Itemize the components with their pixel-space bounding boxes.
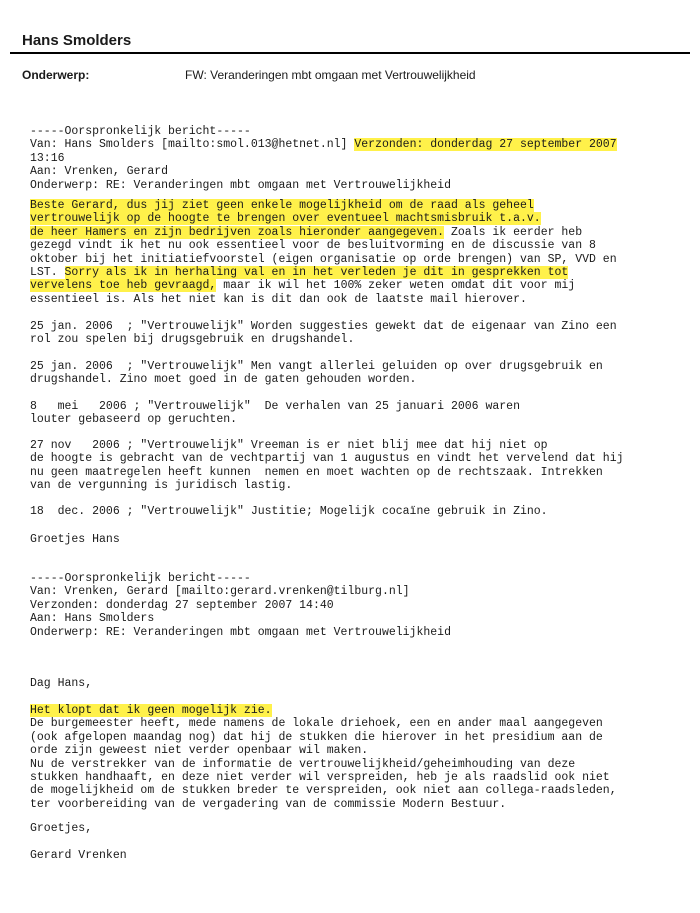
entry-line: 25 jan. 2006 ; "Vertrouwelijk" Men vangt allerlei geluiden op over drugsgebruik en — [30, 360, 603, 373]
entry-line: 27 nov 2006 ; "Vertrouwelijk" Vreeman is er niet blij mee dat hij niet op — [30, 439, 548, 452]
subject-line: Onderwerp: RE: Veranderingen mbt omgaan met Vertrouwelijkheid — [30, 178, 451, 192]
body-text: essentieel is. Als het niet kan is dit dan ook de laatste mail hierover. — [30, 292, 527, 306]
sent-time: 13:16 — [30, 151, 65, 165]
entry-line: louter gebaseerd op geruchten. — [30, 413, 238, 427]
body-text: de mogelijkheid om de stukken breder te verspreiden, ook niet aan collega-raadsleden, — [30, 784, 617, 798]
body-text: orde zijn geweest niet verder openbaar wil maken. — [30, 744, 369, 758]
highlight-text: Sorry als ik in herhaling val en in het verleden je dit in gesprekken tot — [64, 266, 569, 280]
entry-line: nu geen maatregelen heeft kunnen nemen en moet wachten op de rechtszaak. Intrekken — [30, 465, 603, 479]
body-text: maar ik wil het 100% zeker weten omdat dit voor mij — [216, 279, 576, 293]
highlight-text: vertrouwelijk op de hoogte te brengen over eventueel machtsmisbruik t.a.v. — [30, 212, 541, 226]
entry-2006-01-25-a — [30, 320, 617, 347]
entry-2006-11-27 — [30, 439, 624, 493]
msg2-signature: Gerard Vrenken — [30, 849, 127, 862]
msg2-headers — [30, 572, 451, 639]
msg2-body — [30, 704, 617, 811]
entry-line: van de vergunning is juridisch lastig. — [30, 479, 293, 493]
subject-value: FW: Veranderingen mbt omgaan met Vertrouwelijkheid — [185, 68, 476, 82]
entry-line: rol zou spelen bij drugsgebruik en drugshandel. — [30, 333, 355, 347]
body-text: stukken handhaaft, en deze niet verder wil verspreiden, heb je als raadslid ook niet — [30, 771, 610, 785]
to-line: Aan: Hans Smolders — [30, 612, 155, 626]
highlight-text: vervelens toe heb gevraagd, — [30, 279, 217, 293]
highlight-text: Beste Gerard, dus jij ziet geen enkele mogelijkheid om de raad als geheel — [30, 199, 534, 212]
from-line: Van: Vrenken, Gerard [mailto:gerard.vrenken@tilburg.nl] — [30, 585, 410, 599]
msg1-closing: Groetjes Hans — [30, 533, 120, 546]
body-text: Zoals ik eerder heb — [444, 225, 583, 239]
header-divider — [10, 52, 690, 54]
body-text: Nu de verstrekker van de informatie de vertrouwelijkheid/geheimhouding van deze — [30, 757, 576, 771]
original-message-marker: -----Oorspronkelijk bericht----- — [30, 572, 251, 585]
msg2-greeting: Dag Hans, — [30, 677, 93, 690]
msg1-headers — [30, 125, 617, 192]
to-line: Aan: Vrenken, Gerard — [30, 165, 169, 179]
entry-line: drugshandel. Zino moet goed in de gaten gehouden worden. — [30, 373, 417, 387]
body-text: gezegd vindt ik het nu ook essentieel voor de besluitvorming en de discussie van 8 — [30, 239, 596, 253]
entry-line: 25 jan. 2006 ; "Vertrouwelijk" Worden suggesties gewekt dat de eigenaar van Zino een — [30, 320, 617, 333]
msg2-closing: Groetjes, — [30, 822, 93, 835]
email-sender-name: Hans Smolders — [22, 32, 132, 49]
body-text: oktober bij het initiatiefvoorstel (eigen organisatie op orde brengen) van SP, VVD en — [30, 252, 617, 266]
highlight-text: de heer Hamers en zijn bedrijven zoals hieronder aangegeven. — [30, 225, 445, 239]
body-text: De burgemeester heeft, mede namens de lokale driehoek, een en ander maal aangegeven — [30, 717, 603, 731]
sent-line: Verzonden: donderdag 27 september 2007 — [354, 138, 617, 152]
subject-label: Onderwerp: — [22, 68, 90, 82]
entry-line: de hoogte is gebracht van de vechtpartij van 1 augustus en vindt het vervelend dat hij — [30, 452, 624, 466]
entry-2006-01-25-b — [30, 360, 603, 387]
sent-line: Verzonden: donderdag 27 september 2007 14:40 — [30, 598, 334, 612]
entry-2006-05-08 — [30, 400, 520, 427]
subject-line: Onderwerp: RE: Veranderingen mbt omgaan met Vertrouwelijkheid — [30, 625, 451, 639]
highlight-text: Het klopt dat ik geen mogelijk zie. — [30, 704, 272, 717]
body-text: ter voorbereiding van de vergadering van de commissie Modern Bestuur. — [30, 797, 507, 811]
msg1-paragraph — [30, 199, 617, 306]
original-message-marker: -----Oorspronkelijk bericht----- — [30, 125, 251, 138]
entry-2006-12-18: 18 dec. 2006 ; "Vertrouwelijk" Justitie; Mogelijk cocaïne gebruik in Zino. — [30, 505, 548, 518]
body-text: (ook afgelopen maandag nog) dat hij de stukken die hierover in het presidium aan de — [30, 730, 603, 744]
entry-line: 8 mei 2006 ; "Vertrouwelijk" De verhalen van 25 januari 2006 waren — [30, 400, 520, 413]
from-line: Van: Hans Smolders [mailto:smol.013@hetnet.nl] — [30, 138, 348, 152]
body-text: LST. — [30, 266, 65, 280]
